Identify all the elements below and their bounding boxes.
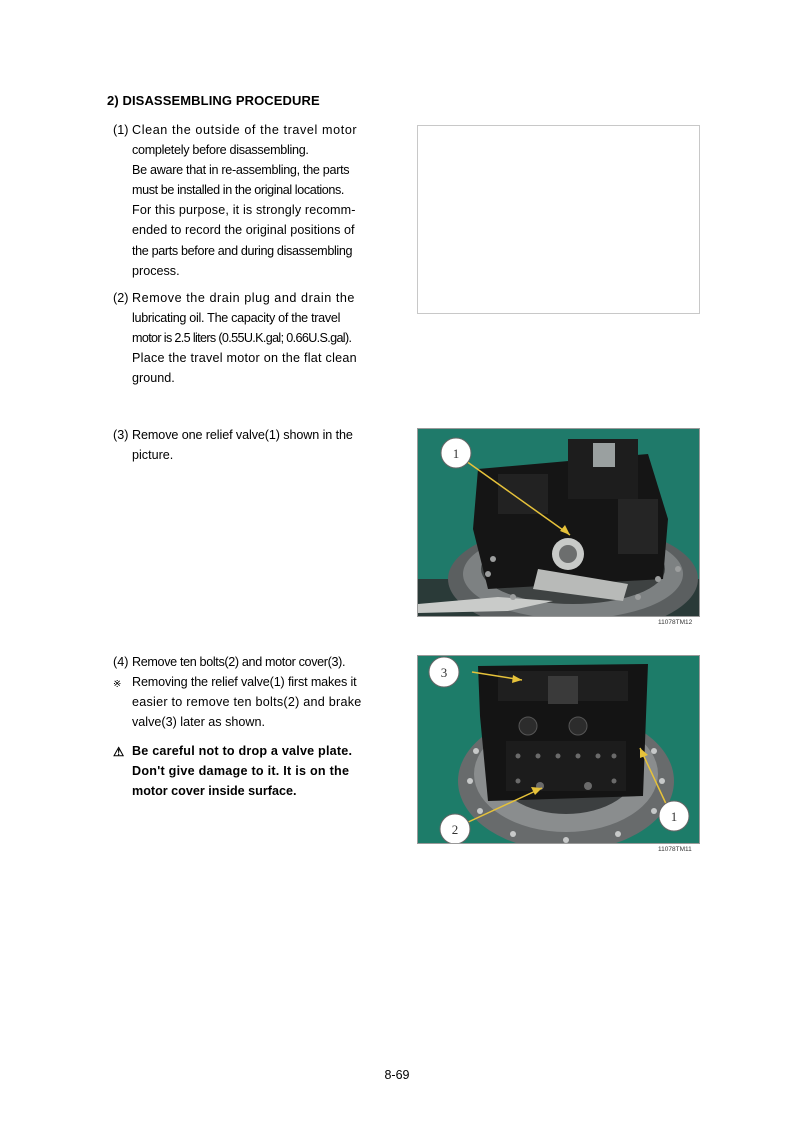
step-text: [132, 288, 379, 388]
step-line: process.: [132, 263, 180, 278]
step-2: [113, 288, 379, 388]
step-4: [113, 652, 379, 672]
callout-label: 1: [670, 809, 678, 824]
warning-text: [132, 741, 379, 801]
step-3: [113, 425, 379, 465]
note-symbol: ※: [113, 679, 122, 690]
step-line: Clean the outside of the travel motor: [132, 123, 358, 137]
page-number: 8-69: [384, 1068, 410, 1082]
step-line: ended to record the original positions of: [132, 223, 355, 238]
step-line: lubricating oil. The capacity of the travel: [132, 311, 341, 326]
step-line: Remove ten bolts(2) and motor cover(3).: [132, 655, 346, 669]
section-heading: 2) DISASSEMBLING PROCEDURE: [107, 93, 320, 108]
callout-label: 1: [452, 446, 460, 461]
step-line: Remove the drain plug and drain the: [132, 291, 355, 305]
step-line: completely before disassembling.: [132, 143, 309, 158]
warning-line: Be careful not to drop a valve plate.: [132, 744, 353, 758]
figure-caption: 11078TM12: [658, 619, 693, 626]
figure-caption: 11078TM11: [658, 846, 692, 853]
warning-line: motor cover inside surface.: [132, 784, 297, 799]
step-line: the parts before and during disassembling: [132, 243, 353, 258]
step-text: [132, 425, 379, 465]
figure-relief-valve-photo: [417, 428, 700, 617]
note-line: Removing the relief valve(1) first makes it: [132, 675, 357, 689]
step-1: [113, 120, 379, 281]
warning-icon: ⚠: [113, 745, 125, 759]
step-line: motor is 2.5 liters (0.55U.K.gal; 0.66U.S.gal).: [132, 331, 352, 346]
step-line: For this purpose, it is strongly recomm-: [132, 203, 356, 218]
note-line: valve(3) later as shown.: [132, 715, 265, 730]
step-line: Place the travel motor on the flat clean: [132, 351, 357, 366]
note-line: easier to remove ten bolts(2) and brake: [132, 695, 362, 710]
figure-motor-cover-photo: [417, 655, 700, 844]
step-line: must be installed in the original locations.: [132, 183, 345, 198]
note-text: [132, 672, 379, 732]
step-number: (2): [113, 291, 129, 305]
callout-label: 3: [440, 665, 448, 680]
step-number: (1): [113, 123, 129, 137]
step-line: Remove one relief valve(1) shown in the: [132, 428, 353, 442]
step-line: Be aware that in re-assembling, the parts: [132, 163, 350, 178]
note: [113, 672, 379, 732]
warning: [113, 741, 379, 801]
step-text: [132, 120, 379, 281]
warning-line: Don't give damage to it. It is on the: [132, 764, 350, 779]
step-text: [132, 652, 379, 672]
figure-placeholder: [417, 125, 700, 314]
callout-label: 2: [451, 822, 459, 837]
step-number: (3): [113, 428, 129, 442]
step-line: ground.: [132, 371, 175, 386]
step-line: picture.: [132, 448, 174, 463]
step-number: (4): [113, 655, 129, 669]
